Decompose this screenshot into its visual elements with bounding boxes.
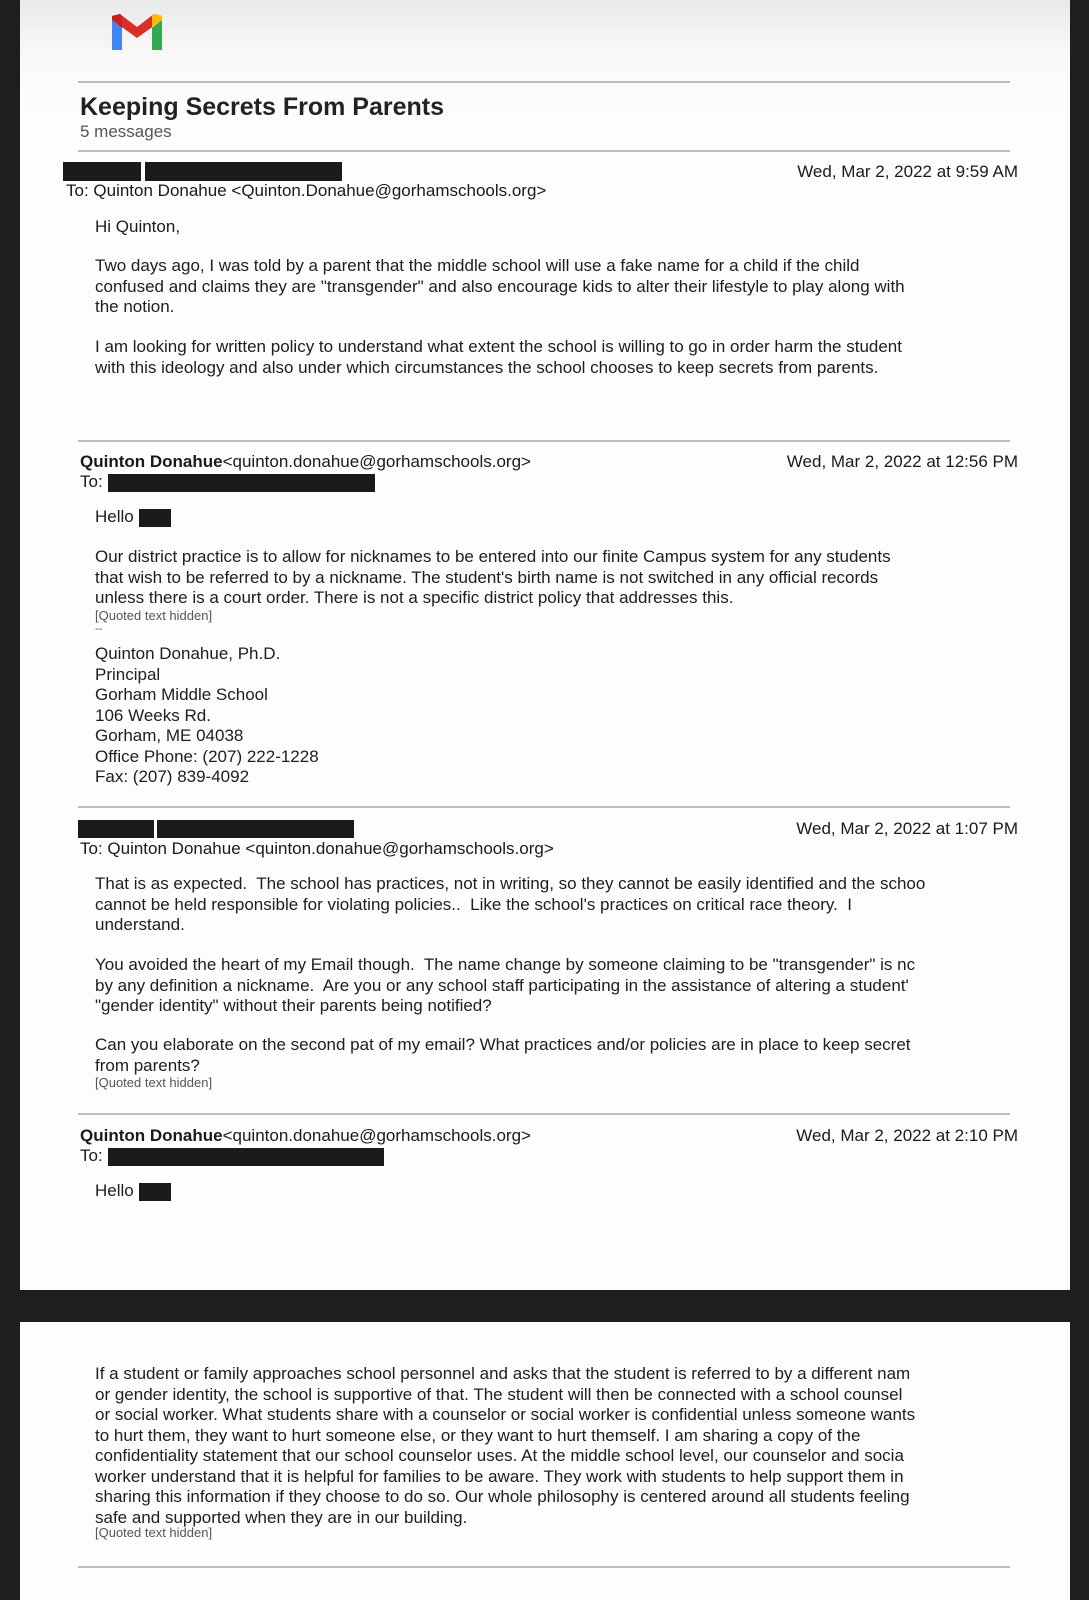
sender-line — [80, 452, 531, 472]
subject-divider — [78, 150, 1010, 152]
message-paragraph: I am looking for written policy to understand what extent the school is willing to go in order harm the student with this ideology and also under which circumstances the school chooses to keep secrets from parents. — [95, 337, 902, 377]
greeting: Hello — [95, 1181, 134, 1200]
message-paragraph: If a student or family approaches school personnel and asks that the student is referred to by a different nam or gender identity, the school is supportive of that. The student will then be connected with a school counsel or social worker. What students share with a counselor or social worker is confidential unless someone wants to hurt them, they want to hurt someone else, or they want to hurt themself. I am sharing a copy of the confidentiality statement that our school counselor uses. At the middle school level, our counselor and socia worker understand that it is helpful for families to be aware. They work with students to help support them in sharing this information if they choose to do so. Our whole philosophy is centered around all students feeling safe and supported when they are in our building. — [95, 1364, 916, 1527]
recipient-label: To: — [80, 1146, 103, 1165]
sender-line — [80, 1126, 531, 1146]
redacted-sender-email — [157, 820, 354, 838]
signature: Quinton Donahue, Ph.D. Principal Gorham Middle School 106 Weeks Rd. Gorham, ME 04038 Office Phone: (207) 222-1228 Fax: (207) 839-4092 — [95, 644, 319, 786]
sender-email: <quinton.donahue@gorhamschools.org> — [222, 1126, 531, 1145]
thread-subject: Keeping Secrets From Parents — [80, 93, 445, 121]
redacted-recipient — [108, 474, 375, 492]
greeting: Hi Quinton, — [95, 217, 181, 236]
sender-name: Quinton Donahue — [80, 1126, 223, 1145]
header-divider — [78, 81, 1010, 83]
recipient-line: To: Quinton Donahue <Quinton.Donahue@gorhamschools.org> — [66, 181, 547, 200]
message-paragraph: That is as expected. The school has practices, not in writing, so they cannot be easily identified and the schoo cannot be held responsible for violating policies.. Like the school's practices on critical race theory. I understand. — [95, 874, 926, 934]
redacted-sender-name — [63, 162, 141, 181]
message-date: Wed, Mar 2, 2022 at 2:10 PM — [796, 1126, 1018, 1145]
message-paragraph: Two days ago, I was told by a parent that the middle school will use a fake name for a child if the child confused and claims they are "transgender" and also encourage kids to alter their lifestyle to play along with the notion. — [95, 256, 905, 316]
message-paragraph: Our district practice is to allow for nicknames to be entered into our finite Campus system for any students that wish to be referred to by a nickname. The student's birth name is not switched in any official records unless there is a court order. There is not a specific district policy that addresses this. — [95, 547, 891, 607]
recipient-label: To: — [80, 472, 103, 491]
sender-email: <quinton.donahue@gorhamschools.org> — [222, 452, 531, 471]
redacted-recipient — [108, 1148, 384, 1166]
greeting: Hello — [95, 507, 134, 526]
message-date: Wed, Mar 2, 2022 at 1:07 PM — [796, 819, 1018, 838]
message-divider — [78, 1113, 1010, 1115]
message-date: Wed, Mar 2, 2022 at 12:56 PM — [786, 452, 1018, 471]
quoted-text-hidden[interactable]: [Quoted text hidden] — [95, 608, 213, 623]
sender-name: Quinton Donahue — [80, 452, 223, 471]
quoted-text-hidden[interactable]: [Quoted text hidden] — [95, 1525, 213, 1540]
quoted-text-hidden[interactable]: [Quoted text hidden] — [95, 1075, 213, 1090]
message-count: 5 messages — [80, 122, 172, 141]
redacted-sender-name — [78, 820, 154, 838]
message-date: Wed, Mar 2, 2022 at 9:59 AM — [797, 162, 1018, 181]
signature-dash: -- — [95, 623, 103, 635]
redacted-name — [139, 1183, 171, 1201]
message-divider — [78, 806, 1010, 808]
message-paragraph: Can you elaborate on the second pat of my email? What practices and/or policies are in place to keep secret from parents? — [95, 1035, 911, 1075]
message-divider — [78, 1566, 1010, 1568]
redacted-name — [139, 509, 171, 527]
email-page-2 — [20, 1322, 1070, 1600]
message-divider — [78, 440, 1010, 442]
email-page-1 — [20, 0, 1070, 1290]
recipient-line: To: Quinton Donahue <quinton.donahue@gorhamschools.org> — [80, 839, 554, 858]
gmail-logo-icon — [110, 12, 164, 52]
redacted-sender-email — [145, 162, 342, 181]
message-paragraph: You avoided the heart of my Email though. The name change by someone claiming to be "transgender" is nc by any definition a nickname. Are you or any school staff participating in the assistance of altering a student' "gender identity" without their parents being notified? — [95, 955, 916, 1015]
